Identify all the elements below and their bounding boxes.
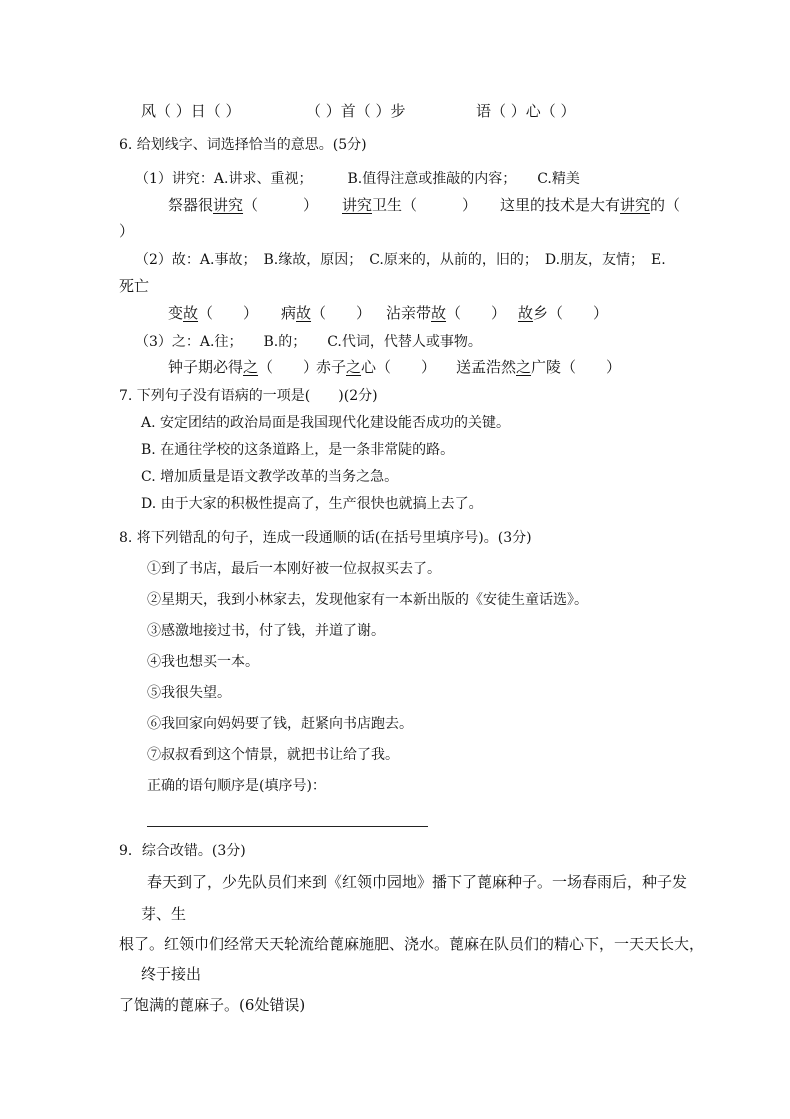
q6-s2-example-2 <box>281 306 371 321</box>
q6-s3-e1-pre: 钟子期必得 <box>168 358 244 376</box>
q8-title: 8. 将下列错乱的句子，连成一段通顺的话(在括号里填序号)。(3分) <box>119 530 532 546</box>
q7-option-c: C. 增加质量是语文教学改革的当务之急。 <box>141 469 399 485</box>
q6-s1-e1-underlined: 讲究 <box>213 196 244 214</box>
q6-s3-e2-pre: 赤子 <box>316 358 347 376</box>
q8-item-6: ⑥我回家向妈妈要了钱，赶紧向书店跑去。 <box>147 716 413 732</box>
q6-s2-example-1 <box>168 306 258 321</box>
q7-option-a: A. 安定团结的政治局面是我国现代化建设能否成功的关键。 <box>141 415 511 431</box>
q6-s3-example-1 <box>168 360 318 375</box>
q6-s2-e1-pre: 变 <box>168 304 184 322</box>
q8-item-2: ②星期天，我到小林家去，发现他家有一本新出版的《安徒生童话选》。 <box>147 592 588 608</box>
q6-s1-e1-blank: （ ） <box>243 196 319 214</box>
q6-s1-example-3 <box>500 198 680 213</box>
q5-chunk-2: （ ）首（ ）步 <box>306 102 406 120</box>
q9-title: 9．综合改错。(3分) <box>119 843 246 859</box>
q5-chunk-3: 语（ ）心（ ） <box>476 102 576 120</box>
q6-s2-e1-blank: （ ） <box>198 304 259 322</box>
q7-option-b: B. 在通往学校的这条道路上，是一条非常陡的路。 <box>141 442 455 458</box>
q7-title: 7. 下列句子没有语病的一项是( )(2分) <box>119 388 378 404</box>
q6-s2-e4-blank: 乡（ ） <box>533 304 609 322</box>
q6-s3-e3-blank: 广陵（ ） <box>531 358 622 376</box>
q6-s2-definitions-wrap: 死亡 <box>119 277 150 295</box>
q8-answer-line[interactable] <box>147 826 428 827</box>
q5-chunk-1: 风（ ）日（ ） <box>141 102 241 120</box>
q9-passage-line-5: 了饱满的蓖麻子。(6处错误) <box>119 996 306 1014</box>
q6-s3-e3-underlined: 之 <box>516 358 532 376</box>
q6-s2-e3-blank: （ ） <box>446 304 507 322</box>
q8-item-5: ⑤我很失望。 <box>147 685 231 701</box>
q6-s3-example-3 <box>456 360 621 375</box>
q6-s2-e3-underlined: 故 <box>431 304 447 322</box>
q6-s2-e4-underlined: 故 <box>518 304 534 322</box>
q6-s1-wrap: ） <box>119 222 135 240</box>
q9-passage-line-2: 芽、生 <box>141 905 187 923</box>
q6-s3-definitions: （3）之：A.往； B.的； C.代词，代替人或事物。 <box>135 334 482 350</box>
q6-s1-e3-underlined: 讲究 <box>620 196 651 214</box>
q9-passage-line-4: 终于接出 <box>141 965 202 983</box>
q6-s1-e2-underlined: 讲究 <box>342 196 373 214</box>
q6-s1-e3-blank: 的（ <box>650 196 681 214</box>
q6-s2-e2-pre: 病 <box>281 304 297 322</box>
q6-s3-e1-underlined: 之 <box>243 358 259 376</box>
q6-s3-e2-blank: 心（ ） <box>361 358 437 376</box>
q6-s3-e1-blank: （ ） <box>258 358 319 376</box>
q6-s2-e2-blank: （ ） <box>311 304 372 322</box>
q8-item-3: ③感激地接过书，付了钱，并道了谢。 <box>147 623 385 639</box>
q8-item-4: ④我也想买一本。 <box>147 654 259 670</box>
q6-s1-example-1 <box>168 198 318 213</box>
q6-s2-definitions: （2）故：A.事故； B.缘故，原因； C.原来的，从前的，旧的； D.朋友，友情； E. <box>135 252 666 268</box>
q6-s2-example-4 <box>518 306 608 321</box>
q6-s3-e2-underlined: 之 <box>346 358 362 376</box>
q9-passage-line-3: 根了。红领巾们经常天天轮流给蓖麻施肥、浇水。蓖麻在队员们的精心下，一天天长大， <box>119 935 705 953</box>
q7-option-d: D. 由于大家的积极性提高了，生产很快也就搞上去了。 <box>141 496 483 512</box>
q6-s2-e2-underlined: 故 <box>296 304 312 322</box>
q6-s3-e3-pre: 送孟浩然 <box>456 358 517 376</box>
q9-passage-line-1: 春天到了，少先队员们来到《红领巾园地》播下了蓖麻种子。一场春雨后，种子发 <box>147 873 688 891</box>
q6-s1-e2-blank: 卫生（ ） <box>372 196 478 214</box>
q6-s1-e3-pre: 这里的技术是大有 <box>500 196 621 214</box>
q8-answer-label: 正确的语句顺序是(填序号)： <box>147 778 326 794</box>
q8-item-1: ①到了书店，最后一本刚好被一位叔叔买去了。 <box>147 561 441 577</box>
q6-s2-e3-pre: 沾亲带 <box>386 304 432 322</box>
q6-s1-e1-pre: 祭器很 <box>168 196 214 214</box>
q8-item-7: ⑦叔叔看到这个情景，就把书让给了我。 <box>147 747 399 763</box>
q6-s3-example-2 <box>316 360 436 375</box>
q6-s2-example-3 <box>386 306 506 321</box>
q6-s1-definitions: （1）讲究：A.讲求、重视； B.值得注意或推敲的内容； C.精美 <box>135 171 580 187</box>
q6-s1-example-2 <box>342 198 477 213</box>
q6-title: 6. 给划线字、词选择恰当的意思。(5分) <box>119 137 367 153</box>
q6-s2-e1-underlined: 故 <box>183 304 199 322</box>
